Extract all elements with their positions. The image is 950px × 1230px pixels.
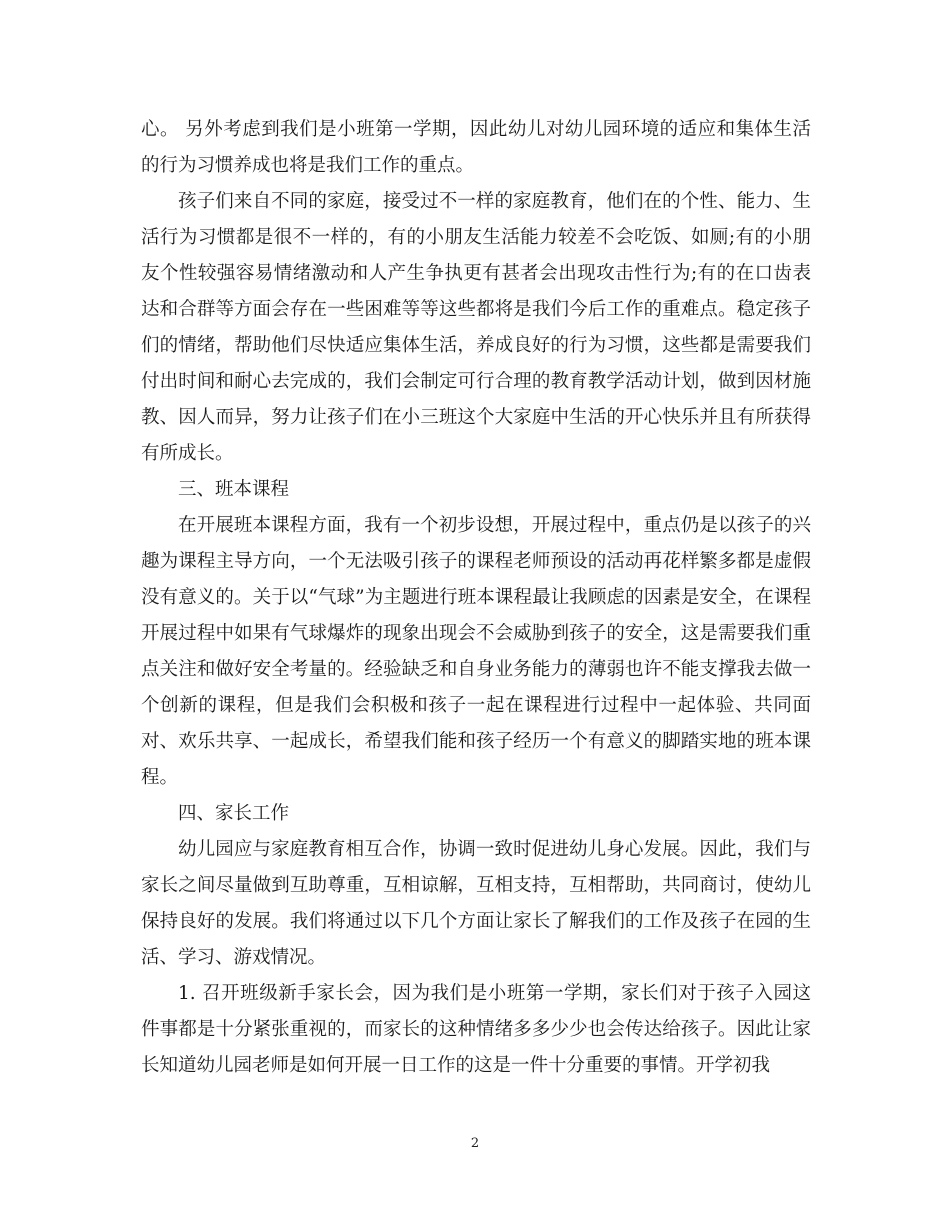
paragraph-parent-meeting: 1. 召开班级新手家长会，因为我们是小班第一学期，家长们对于孩子入园这件事都是十分紧张重视的，而家长的这种情绪多多少少也会传达给孩子。因此让家长知道幼儿园老师是如何开展一日工作的这是一件十分重要的事情。开学初我 [141,983,811,1076]
paragraph-parent-cooperation: 幼儿园应与家庭教育相互合作，协调一致时促进幼儿身心发展。因此，我们与家长之间尽量做到互助尊重，互相谅解，互相支持，互相帮助，共同商讨，使幼儿保持良好的发展。我们将通过以下几个方面让家长了解我们的工作及孩子在园的生活、学习、游戏情况。 [141,839,811,968]
section-heading-parent-work: 四、家长工作 [178,803,290,824]
page-number: 2 [470,1136,480,1151]
paragraph-children-differences: 孩子们来自不同的家庭，接受过不一样的家庭教育，他们在的个性、能力、生活行为习惯都是很不一样的，有的小朋友生活能力较差不会吃饭、如厕;有的小朋友个性较强容易情绪激动和人产生争执更有甚者会出现攻击性行为;有的在口齿表达和合群等方面会存在一些困难等等这些都将是我们今后工作的重难点。稳定孩子们的情绪，帮助他们尽快适应集体生活，养成良好的行为习惯，这些都是需要我们付出时间和耐心去完成的，我们会制定可行合理的教育教学活动计划，做到因材施教、因人而异，努力让孩子们在小三班这个大家庭中生活的开心快乐并且有所获得有所成长。 [141,191,811,464]
paragraph-curriculum: 在开展班本课程方面，我有一个初步设想，开展过程中，重点仍是以孩子的兴趣为课程主导方向，一个无法吸引孩子的课程老师预设的活动再花样繁多都是虚假没有意义的。关于以“气球”为主题进行班本课程最让我顾虑的因素是安全，在课程开展过程中如果有气球爆炸的现象出现会不会威胁到孩子的安全，这是需要我们重点关注和做好安全考量的。经验缺乏和自身业务能力的薄弱也许不能支撑我去做一个创新的课程，但是我们会积极和孩子一起在课程进行过程中一起体验、共同面对、欢乐共享、一起成长，希望我们能和孩子经历一个有意义的脚踏实地的班本课程。 [141,515,811,788]
section-heading-class-curriculum: 三、班本课程 [178,479,290,500]
paragraph-continued: 心。 另外考虑到我们是小班第一学期，因此幼儿对幼儿园环境的适应和集体生活的行为习惯养成也将是我们工作的重点。 [141,119,811,176]
body-text [141,112,811,1084]
